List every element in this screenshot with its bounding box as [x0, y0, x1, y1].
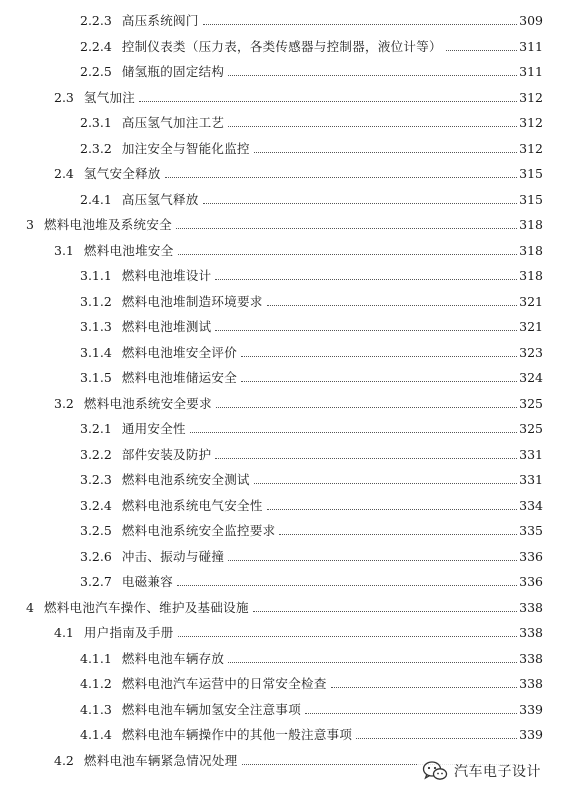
toc-entry-number: 4 [26, 599, 34, 615]
toc-entry-title: 燃料电池系统电气安全性 [121, 497, 263, 513]
toc-entry-page: 338 [519, 676, 543, 691]
toc-entry-title: 加注安全与智能化监控 [121, 140, 250, 156]
toc-entry-number: 3.2.6 [80, 548, 112, 564]
wechat-icon [422, 760, 448, 782]
toc-entry[interactable] [0, 111, 565, 131]
toc-entry-title: 高压系统阀门 [121, 13, 199, 28]
dot-leader [216, 407, 517, 408]
dot-leader [176, 228, 517, 229]
toc-entry-page: 339 [519, 727, 543, 742]
toc-entry-number: 3.1.2 [80, 293, 112, 309]
toc-entry-page: 315 [519, 166, 543, 181]
toc-entry-page: 338 [519, 625, 543, 640]
toc-entry[interactable] [0, 315, 565, 335]
dot-leader [267, 305, 518, 306]
toc-entry-number: 3.2.3 [80, 472, 112, 487]
dot-leader [279, 534, 517, 535]
dot-leader [203, 24, 518, 25]
toc-entry[interactable] [0, 35, 565, 55]
dot-leader [228, 126, 517, 127]
toc-entry[interactable] [0, 239, 565, 259]
toc-entry-number: 4.2 [54, 752, 74, 768]
toc-entry-page: 318 [519, 217, 543, 232]
toc-entry-title: 燃料电池堆安全评价 [121, 344, 238, 360]
dot-leader [228, 662, 517, 663]
dot-leader [356, 738, 517, 739]
toc-entry-number: 2.3.2 [80, 140, 112, 156]
toc-entry-title: 燃料电池车辆紧急情况处理 [83, 752, 238, 768]
toc-entry[interactable] [0, 570, 565, 590]
dot-leader [241, 381, 517, 382]
toc-entry-page: 324 [519, 370, 543, 385]
toc-entry-title: 氢气加注 [83, 89, 136, 105]
toc-entry-number: 3.1.4 [80, 344, 112, 360]
toc-entry-number: 2.4 [54, 166, 74, 181]
toc-entry-page: 309 [519, 13, 543, 28]
toc-entry[interactable] [0, 392, 565, 412]
toc-entry-title: 控制仪表类（压力表，各类传感器与控制器，液位计等） [121, 38, 442, 54]
toc-entry[interactable] [0, 366, 565, 386]
toc-entry[interactable] [0, 9, 565, 29]
toc-entry-page: 339 [519, 701, 543, 717]
toc-entry-title: 燃料电池堆储运安全 [121, 370, 238, 385]
toc-entry-title: 燃料电池车辆操作中的其他一般注意事项 [121, 727, 353, 742]
toc-entry-page: 311 [519, 64, 543, 79]
toc-entry-number: 4.1 [54, 625, 74, 640]
toc-entry-number: 2.3 [54, 89, 74, 105]
dot-leader [215, 279, 517, 280]
toc-entry-page: 321 [519, 293, 543, 309]
toc-entry[interactable] [0, 596, 565, 616]
toc-entry-number: 3.2.1 [80, 421, 112, 436]
toc-entry[interactable] [0, 698, 565, 718]
toc-entry-title: 电磁兼容 [121, 574, 174, 589]
dot-leader [215, 330, 517, 331]
toc-entry-number: 3.2.5 [80, 523, 112, 538]
dot-leader [139, 101, 517, 102]
toc-entry[interactable] [0, 494, 565, 514]
dot-leader [254, 152, 517, 153]
toc-entry[interactable] [0, 213, 565, 233]
toc-entry-title: 燃料电池系统安全测试 [121, 472, 250, 487]
dot-leader [331, 687, 518, 688]
toc-entry-page: 325 [519, 395, 543, 411]
dot-leader [228, 560, 517, 561]
dot-leader [190, 432, 517, 433]
toc-entry-page: 318 [519, 268, 543, 283]
toc-entry-page: 338 [519, 650, 543, 666]
dot-leader [305, 713, 517, 714]
toc-entry-title: 通用安全性 [121, 421, 186, 436]
toc-entry[interactable] [0, 519, 565, 539]
toc-entry[interactable] [0, 723, 565, 743]
toc-entry-title: 氢气安全释放 [83, 166, 161, 181]
toc-entry-title: 部件安装及防护 [121, 446, 212, 462]
toc-entry[interactable] [0, 60, 565, 80]
toc-entry-title: 燃料电池汽车运营中的日常安全检查 [121, 676, 327, 691]
toc-entry-number: 2.2.5 [80, 64, 112, 79]
toc-entry-page: 321 [519, 319, 543, 334]
toc-entry-page: 311 [519, 38, 543, 54]
toc-entry[interactable] [0, 264, 565, 284]
toc-entry-page: 335 [519, 523, 543, 538]
toc-entry-number: 3.1 [54, 242, 74, 258]
toc-entry[interactable] [0, 468, 565, 488]
toc-entry-page: 334 [519, 497, 543, 513]
toc-entry-title: 燃料电池汽车操作、维护及基础设施 [43, 599, 249, 615]
toc-entry-page: 338 [519, 599, 543, 615]
toc-entry-title: 燃料电池堆及系统安全 [43, 217, 172, 232]
toc-entry-title: 高压氢气加注工艺 [121, 115, 225, 130]
toc-entry-number: 3.2 [54, 395, 74, 411]
toc-entry[interactable] [0, 290, 565, 310]
toc-entry[interactable] [0, 86, 565, 106]
watermark [418, 757, 547, 785]
toc-entry-number: 4.1.3 [80, 701, 112, 717]
toc-entry-title: 燃料电池堆设计 [121, 268, 212, 283]
toc-entry-number: 3.2.7 [80, 574, 112, 589]
toc-entry-page: 325 [519, 421, 543, 436]
toc-entry-page: 331 [519, 472, 543, 487]
toc-entry[interactable] [0, 621, 565, 641]
toc-entry-title: 燃料电池车辆存放 [121, 650, 225, 666]
dot-leader [165, 177, 517, 178]
toc-entry-title: 燃料电池系统安全监控要求 [121, 523, 276, 538]
toc-entry-number: 2.3.1 [80, 115, 112, 130]
dot-leader [177, 585, 517, 586]
toc-entry-number: 4.1.4 [80, 727, 112, 742]
toc-entry-number: 3.2.2 [80, 446, 112, 462]
toc-entry-title: 储氢瓶的固定结构 [121, 64, 225, 79]
toc-entry-title: 冲击、振动与碰撞 [121, 548, 225, 564]
toc-entry-number: 3 [26, 217, 34, 232]
dot-leader [178, 636, 518, 637]
toc-entry[interactable] [0, 545, 565, 565]
watermark-text: 汽车电子设计 [454, 764, 541, 780]
dot-leader [254, 483, 517, 484]
toc-entry-number: 3.1.5 [80, 370, 112, 385]
toc-entry-title: 燃料电池堆测试 [121, 319, 212, 334]
toc-entry-number: 4.1.1 [80, 650, 112, 666]
toc-entry-page: 312 [519, 89, 543, 105]
toc-entry-number: 2.2.4 [80, 38, 112, 54]
dot-leader [203, 203, 518, 204]
toc-entry-number: 3.1.1 [80, 268, 112, 283]
toc-entry-number: 2.4.1 [80, 191, 112, 207]
toc-entry-page: 331 [519, 446, 543, 462]
dot-leader [253, 611, 517, 612]
toc-entry-page: 336 [519, 548, 543, 564]
toc-entry[interactable] [0, 137, 565, 157]
toc-entry-page: 318 [519, 242, 543, 258]
toc-entry[interactable] [0, 443, 565, 463]
toc-entry-number: 4.1.2 [80, 676, 112, 691]
toc-entry-number: 3.2.4 [80, 497, 112, 513]
toc-entry[interactable] [0, 647, 565, 667]
dot-leader [215, 458, 517, 459]
toc-entry-number: 2.2.3 [80, 13, 112, 28]
toc-entry-title: 燃料电池车辆加氢安全注意事项 [121, 701, 302, 717]
toc-entry-title: 燃料电池系统安全要求 [83, 395, 212, 411]
toc-entry-number: 3.1.3 [80, 319, 112, 334]
toc-entry-page: 323 [519, 344, 543, 360]
dot-leader [241, 356, 517, 357]
toc-entry[interactable] [0, 188, 565, 208]
toc-entry-page: 336 [519, 574, 543, 589]
toc-entry[interactable] [0, 341, 565, 361]
toc-entry-title: 用户指南及手册 [83, 625, 174, 640]
toc-entry-page: 312 [519, 140, 543, 156]
toc-entry-title: 燃料电池堆制造环境要求 [121, 293, 263, 309]
toc-entry[interactable] [0, 672, 565, 692]
toc-entry-title: 高压氢气释放 [121, 191, 199, 207]
toc-entry[interactable] [0, 417, 565, 437]
dot-leader [446, 50, 517, 51]
toc-entry-title: 燃料电池堆安全 [83, 242, 174, 258]
toc-entry-page: 312 [519, 115, 543, 130]
dot-leader [228, 75, 517, 76]
toc-entry[interactable] [0, 162, 565, 182]
dot-leader [267, 509, 518, 510]
dot-leader [178, 254, 518, 255]
toc-entry-page: 315 [519, 191, 543, 207]
